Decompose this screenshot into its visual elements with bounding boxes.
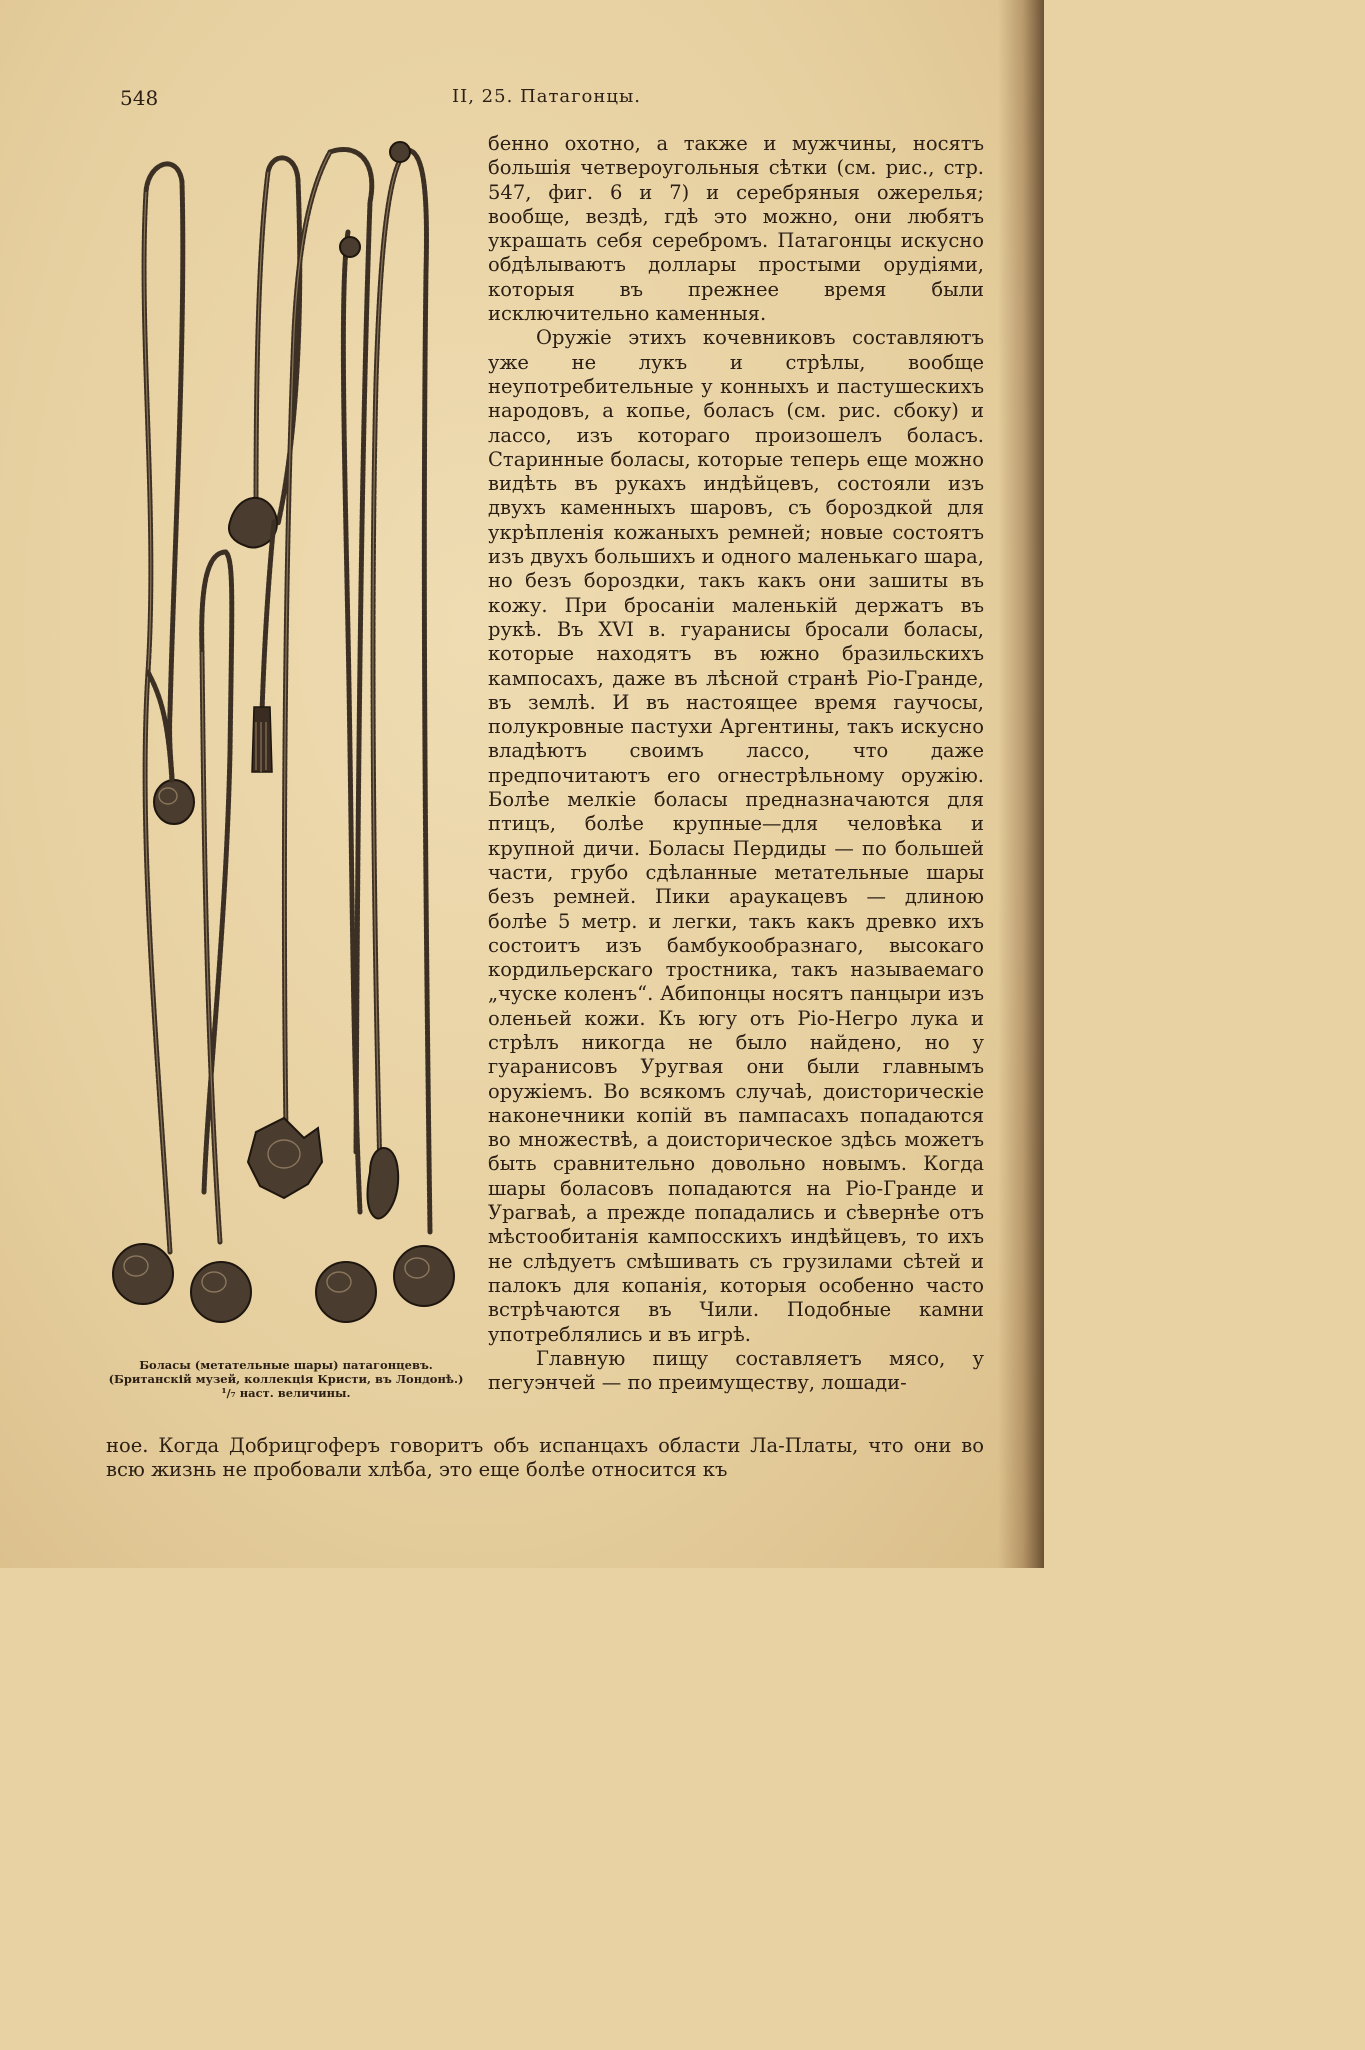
bolas-c: [191, 552, 251, 1322]
page-spine-shadow: [998, 0, 1044, 1568]
bolas-illustration: [108, 132, 468, 1360]
bolas-e: [368, 142, 454, 1306]
figure-caption: Боласы (метательные шары) патагонцевъ. (Британскій музей, коллекція Кристи, въ Лондонѣ.) ¹/₇ наст. величины.: [108, 1358, 464, 1400]
page-number: 548: [120, 86, 159, 110]
paragraph-2: Оружіе этихъ кочевниковъ составляютъ уже не лукъ и стрѣлы, вообще неупотребительные у конныхъ и пастушескихъ народовъ, а копье, боласъ (см. рис. сбоку) и лассо, изъ котораго произошелъ боласъ. Старинные боласы, которые теперь еще можно видѣть въ рукахъ индѣйцевъ, состояли изъ двухъ каменныхъ шаровъ, съ бороздкой для укрѣпленія кожаныхъ ремней; новые состоятъ изъ двухъ большихъ и одного маленькаго шара, но безъ бороздки, такъ какъ они зашиты въ кожу. При бросаніи маленькій держатъ въ рукѣ. Въ XVI в. гуаранисы бросали боласы, которые находятъ въ южно бразильскихъ кампосахъ, даже въ лѣсной странѣ Ріо-Гранде, въ землѣ. И въ настоящее время гаучосы, полукровные пастухи Аргентины, такъ искусно владѣютъ своимъ лассо, что даже предпочитаютъ его огнестрѣльному оружію. Болѣе мелкіе боласы предназначаются для птицъ, болѣе крупные—для человѣка и крупной дичи. Боласы Пердиды — по большей части, грубо сдѣланные метательные шары безъ ремней. Пики араукацевъ — длиною болѣе 5 метр. и легки, такъ какъ древко ихъ состоитъ изъ бамбукообразнаго, высокаго кордильерскаго тростника, такъ называемаго „чуске коленъ“. Абипонцы носятъ панцыри изъ оленьей кожи. Къ югу отъ Ріо-Негро лука и стрѣлъ никогда не было найдено, но у гуаранисовъ Уругвая они были главнымъ оружіемъ. Во всякомъ случаѣ, доисторическіе наконечники копій въ пампасахъ попадаются во множествѣ, а доисторическое здѣсь можетъ быть сравнительно довольно новымъ. Когда шары боласовъ попадаются на Ріо-Гранде и Урагваѣ, а прежде попадались и сѣвернѣе отъ мѣстообитанія кампосскихъ индѣйцевъ, то ихъ не слѣдуетъ смѣшивать съ грузилами сѣтей и палокъ для копанія, которыя особенно часто встрѣчаются въ Чили. Подобные камни употреблялись и въ игрѣ.: [488, 326, 984, 1346]
paragraph-1: бенно охотно, а также и мужчины, носятъ большія четвероугольныя сѣтки (см. рис., стр. 547, фиг. 6 и 7) и серебряныя ожерелья; вообще, вездѣ, гдѣ это можно, они любятъ украшать себя серебромъ. Патагонцы искусно обдѣлываютъ доллары простыми орудіями, которыя въ прежнее время были исключительно каменныя.: [488, 132, 984, 326]
text-column: [488, 132, 984, 1395]
paragraph-continuation: ное. Когда Добрицгоферъ говоритъ объ испанцахъ области Ла-Платы, что они во всю жизнь не пробовали хлѣба, это еще болѣе относится къ: [106, 1434, 984, 1482]
paragraph-3: Главную пищу составляетъ мясо, у пегуэнчей — по преимуществу, лошади-: [488, 1346, 984, 1395]
running-title: II, 25. Патагонцы.: [452, 86, 642, 107]
bolas-a: [113, 164, 194, 1304]
full-width-text: [106, 1434, 984, 1483]
